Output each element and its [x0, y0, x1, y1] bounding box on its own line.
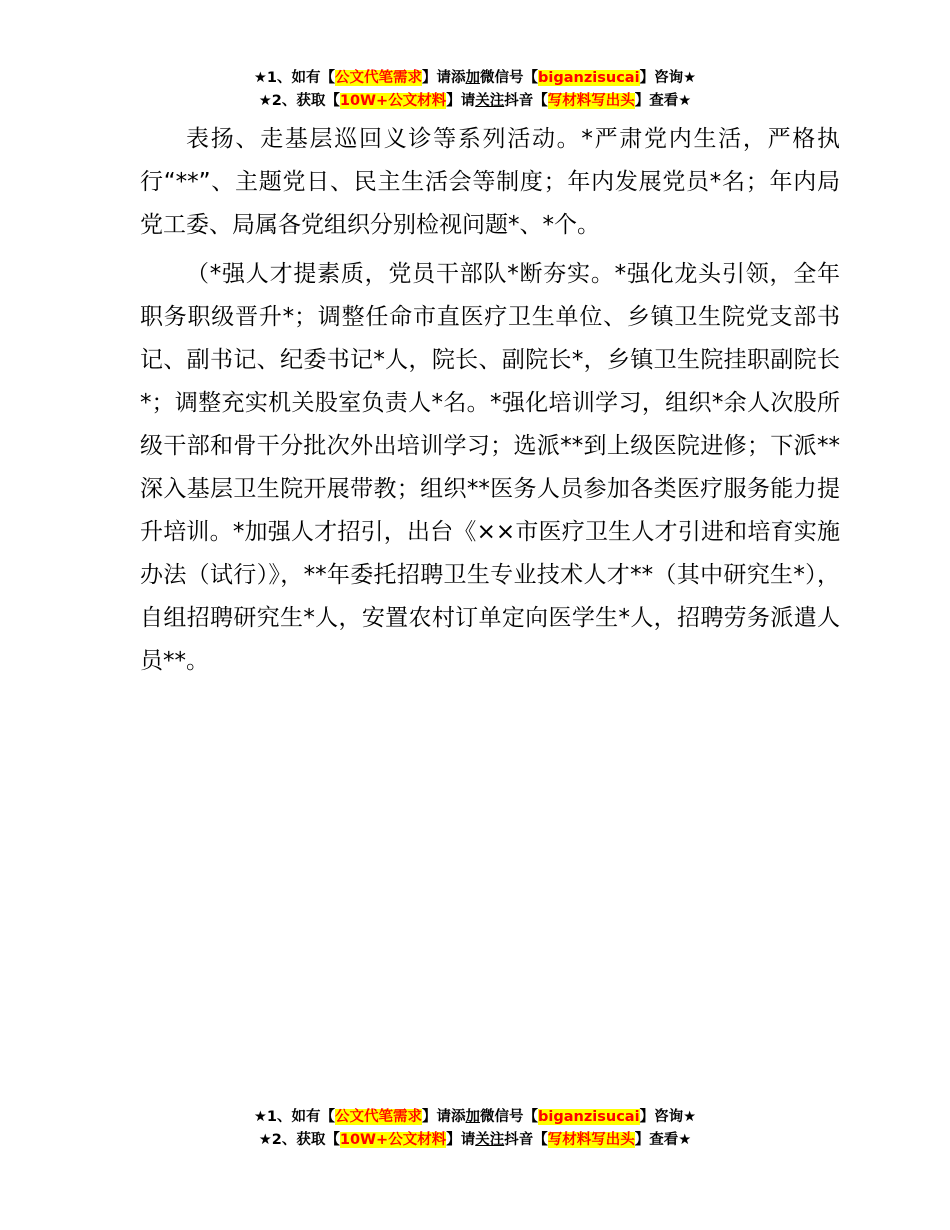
- header-line-2-text: 】请: [446, 93, 476, 109]
- header-line-1-text: 】请添: [422, 70, 466, 86]
- footer-line-1-emphasis: 加: [465, 1109, 481, 1125]
- footer-line-2-text: 】请: [446, 1132, 476, 1148]
- header-line-1-prefix: ★1、如有【: [253, 70, 336, 86]
- footer-line-2-suffix: 】查看★: [634, 1132, 692, 1148]
- footer-line-2-highlight-douyin: 写材料写出头: [547, 1132, 635, 1148]
- header-line-2-text-2: 抖音【: [504, 93, 548, 109]
- header-line-2-emphasis: 关注: [475, 93, 505, 109]
- footer-line-2-emphasis: 关注: [475, 1132, 505, 1148]
- footer-banner: [0, 1106, 950, 1152]
- body-paragraph-1: 表扬、走基层巡回义诊等系列活动。*严肃党内生活，严格执行“**”、主题党日、民主生活会等制度；年内发展党员*名；年内局党工委、局属各党组织分别检视问题*、*个。: [140, 126, 840, 238]
- document-body: [140, 118, 840, 689]
- header-line-2-prefix: ★2、获取【: [258, 93, 340, 109]
- footer-line-2-text-2: 抖音【: [504, 1132, 548, 1148]
- header-line-1-emphasis: 加: [465, 70, 481, 86]
- header-line-2: [0, 90, 950, 113]
- header-line-1-highlight-wechat: biganzisucai: [538, 70, 640, 86]
- header-line-2-highlight-douyin: 写材料写出头: [547, 93, 635, 109]
- header-line-1-text-2: 微信号【: [480, 70, 539, 86]
- footer-line-1-suffix: 】咨询★: [639, 1109, 697, 1125]
- header-line-2-highlight-materials: 10W+公文材料: [339, 93, 447, 109]
- footer-line-2-highlight-materials: 10W+公文材料: [339, 1132, 447, 1148]
- header-line-1-highlight-service: 公文代笔需求: [335, 70, 423, 86]
- header-line-1-suffix: 】咨询★: [639, 70, 697, 86]
- footer-line-1-highlight-service: 公文代笔需求: [335, 1109, 423, 1125]
- body-paragraph-2: （*强人才提素质，党员干部队*断夯实。*强化龙头引领，全年职务职级晋升*；调整任命市直医疗卫生单位、乡镇卫生院党支部书记、副书记、纪委书记*人，院长、副院长*，乡镇卫生院挂职副院长*；调整充实机关股室负责人*名。*强化培训学习，组织*余人次股所级干部和骨干分批次外出培训学习；选派**到上级医院进修；下派**深入基层卫生院开展带教；组织**医务人员参加各类医疗服务能力提升培训。*加强人才招引，出台《××市医疗卫生人才引进和培育实施办法（试行）》，**年委托招聘卫生专业技术人才**（其中研究生*），自组招聘研究生*人，安置农村订单定向医学生*人，招聘劳务派遣人员**。: [140, 261, 841, 674]
- footer-line-2-prefix: ★2、获取【: [258, 1132, 340, 1148]
- footer-line-2: [0, 1129, 950, 1152]
- header-line-2-suffix: 】查看★: [634, 93, 692, 109]
- footer-line-1-highlight-wechat: biganzisucai: [538, 1109, 640, 1125]
- header-banner: [0, 67, 950, 113]
- footer-line-1-text: 】请添: [422, 1109, 466, 1125]
- header-line-1: [0, 67, 950, 90]
- footer-line-1-text-2: 微信号【: [480, 1109, 539, 1125]
- footer-line-1: [0, 1106, 950, 1129]
- footer-line-1-prefix: ★1、如有【: [253, 1109, 336, 1125]
